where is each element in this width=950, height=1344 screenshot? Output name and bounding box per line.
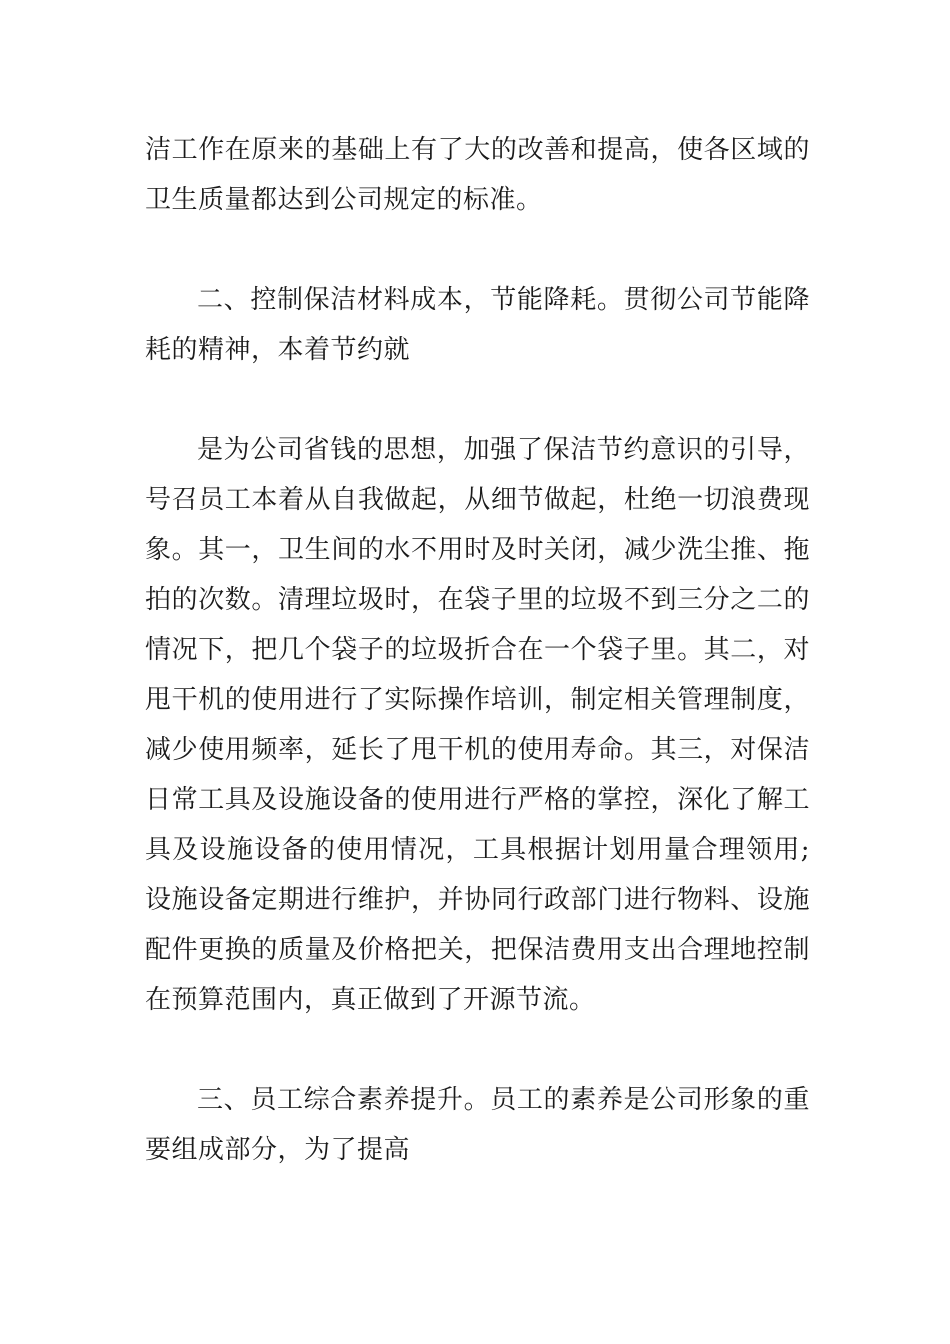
paragraph-section-two-heading: 二、控制保洁材料成本，节能降耗。贯彻公司节能降耗的精神，本着节约就 (145, 285, 810, 365)
paragraph-cost-saving-details: 是为公司省钱的思想，加强了保洁节约意识的引导，号召员工本着从自我做起，从细节做起，杜绝一切浪费现象。其一，卫生间的水不用时及时关闭，减少洗尘推、拖拍的次数。清理垃圾时，在袋子里的垃圾不到三分之二的情况下，把几个袋子的垃圾折合在一个袋子里。其二，对甩干机的使用进行了实际操作培训，制定相关管理制度，减少使用频率，延长了甩干机的使用寿命。其三，对保洁日常工具及设施设备的使用进行严格的掌控，深化了解工具及设施设备的使用情况，工具根据计划用量合理领用;设施设备定期进行维护，并协同行政部门进行物料、设施配件更换的质量及价格把关，把保洁费用支出合理地控制在预算范围内，真正做到了开源节流。 (145, 435, 810, 1015)
paragraph-cleaning-improvement: 洁工作在原来的基础上有了大的改善和提高，使各区域的卫生质量都达到公司规定的标准。 (145, 135, 810, 215)
paragraph-section-three-heading: 三、员工综合素养提升。员工的素养是公司形象的重要组成部分，为了提高 (145, 1085, 810, 1165)
document-body (145, 125, 810, 1175)
